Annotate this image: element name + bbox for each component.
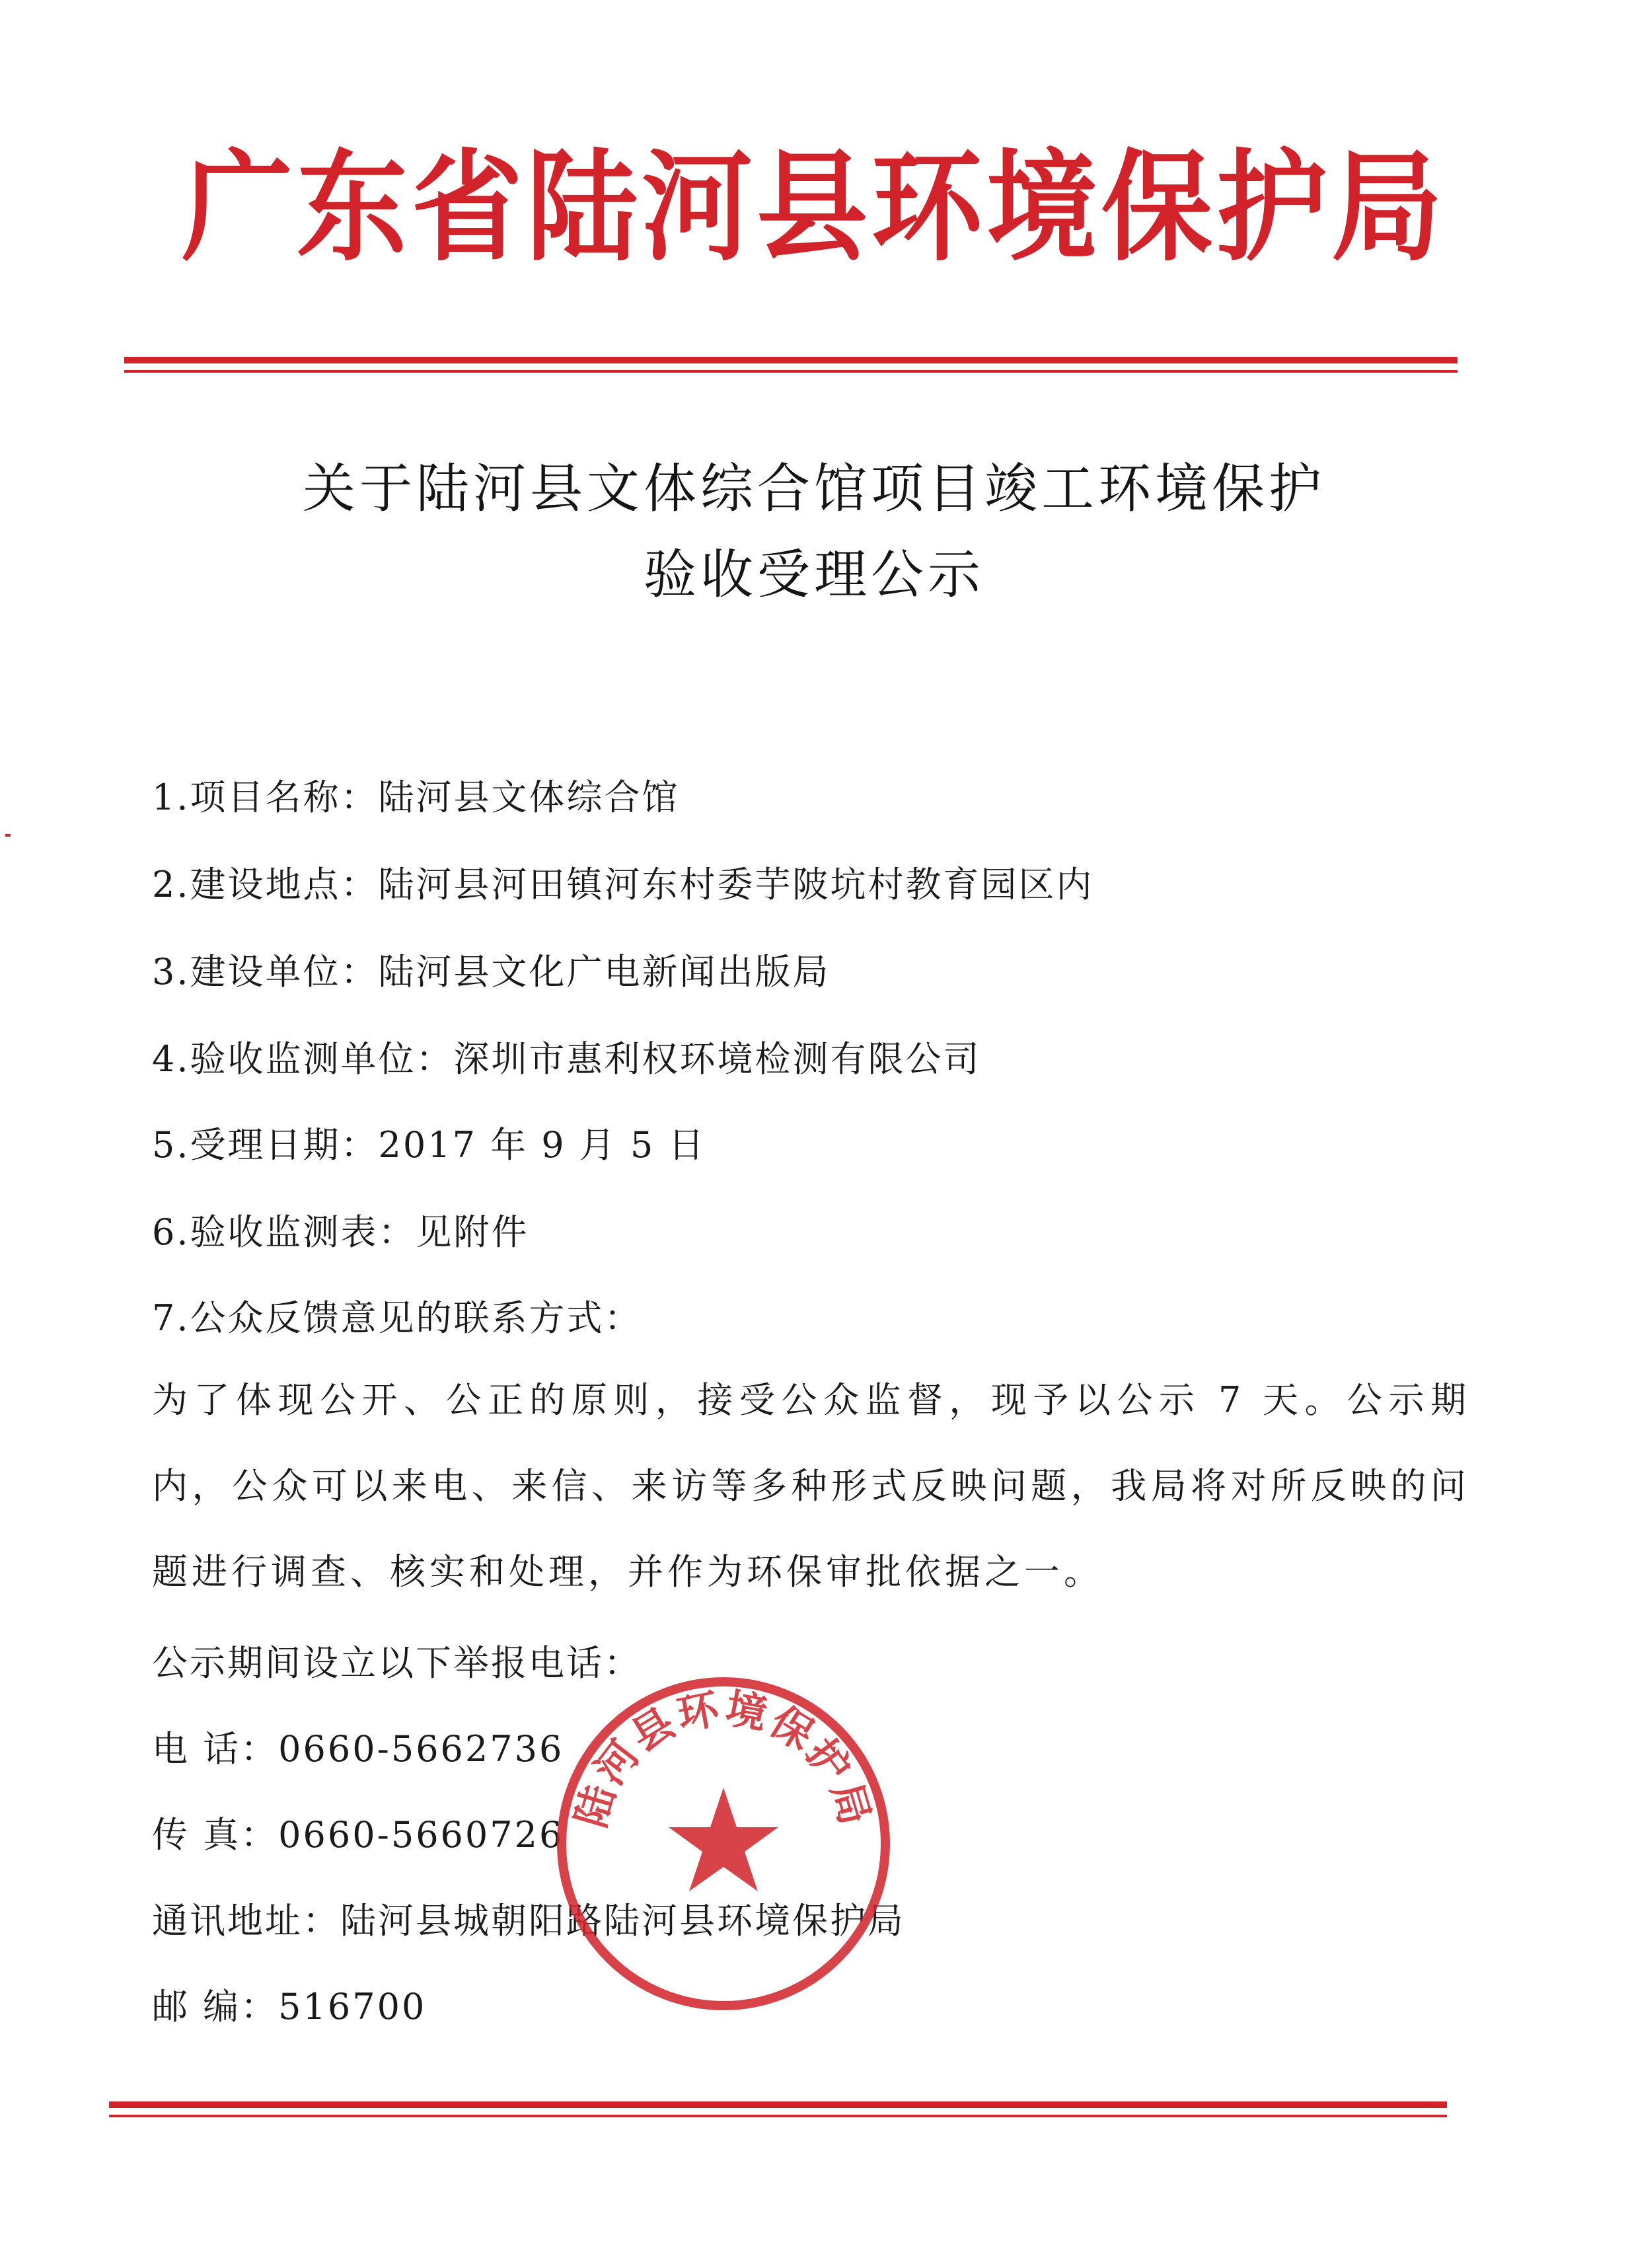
stray-mark [5, 834, 11, 837]
contact-phone: 电 话：0660-5662736 [152, 1728, 564, 1770]
contact-address: 通讯地址：陆河县城朝阳路陆河县环境保护局 [152, 1900, 905, 1942]
hotline-intro: 公示期间设立以下举报电话： [152, 1642, 642, 1684]
notice-paragraph: 为了体现公开、公正的原则，接受公众监督，现予以公示 7 天。公示期内，公众可以来电、来信、来访等多种形式反映问题，我局将对所反映的问题进行调查、核实和处理，并作为环保审批依据之一。 [152, 1379, 1470, 1593]
item-monitor: 4.验收监测单位：深圳市惠利权环境检测有限公司 [152, 1038, 981, 1080]
item-project-name: 1.项目名称：陆河县文体综合馆 [152, 776, 680, 818]
item-form: 6.验收监测表：见附件 [152, 1211, 529, 1253]
contact-fax: 传 真：0660-5660726 [152, 1814, 564, 1856]
seal-star-icon [669, 1788, 778, 1891]
letterhead-agency-name: 广东省陆河县环境保护局 [182, 137, 1446, 278]
letterhead-rule-thick [124, 357, 1458, 363]
document-title-line1: 关于陆河县文体综合馆项目竣工环境保护 [303, 458, 1325, 519]
item-location: 2.建设地点：陆河县河田镇河东村委芋陂坑村教育园区内 [152, 864, 1094, 905]
item-builder: 3.建设单位：陆河县文化广电新闻出版局 [152, 951, 831, 993]
contact-postcode: 邮 编：516700 [152, 1986, 427, 2027]
item-date: 5.受理日期：2017 年 9 月 5 日 [152, 1124, 706, 1166]
document-title-line2: 验收受理公示 [644, 544, 984, 605]
seal-text: 陆河县环境保护局 [566, 1684, 881, 1833]
official-seal [552, 1672, 895, 2016]
footer-rule-thick [109, 2101, 1447, 2108]
item-contact-heading: 7.公众反馈意见的联系方式： [152, 1297, 642, 1339]
footer-rule-thin [109, 2115, 1447, 2117]
letterhead-rule-thin [124, 370, 1458, 373]
